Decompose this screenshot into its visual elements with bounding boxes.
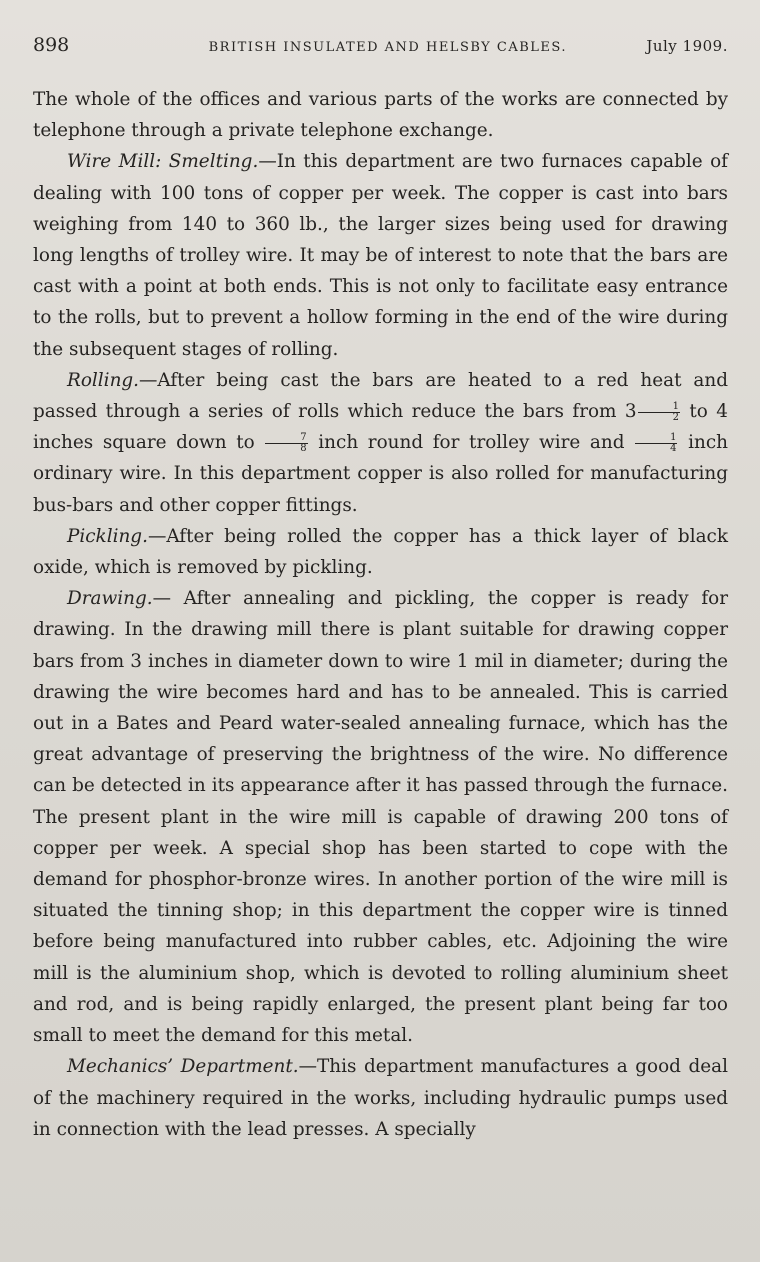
section-heading-pickling: Pickling.: [67, 525, 148, 547]
fraction-denominator: 4: [670, 443, 677, 455]
fraction-numerator: 1: [635, 433, 677, 444]
page-number: 898: [33, 34, 70, 56]
fraction-seven-eighths: [265, 433, 307, 454]
paragraph-wire-mill: [33, 146, 728, 364]
paragraph-pickling: [33, 521, 728, 583]
section-heading-mechanics: Mechanics’ Department.: [67, 1056, 299, 1078]
fraction-one-half: [638, 402, 680, 423]
section-heading-drawing: Drawing.: [67, 588, 153, 610]
journal-title: BRITISH INSULATED AND HELSBY CABLES.: [208, 40, 567, 55]
mixed-number-whole: 3: [624, 401, 637, 423]
fraction-one-quarter: [635, 433, 677, 454]
section-heading-wire-mill: Wire Mill: Smelting.: [67, 151, 259, 173]
paragraph-text: —After being cast the bars are heated to a red heat and passed through a series of rolls which reduce the bars from: [33, 369, 728, 423]
paragraph-text: The whole of the offices and various parts of the works are connected by telephone through a private telephone exchange.: [33, 89, 728, 142]
paragraph-drawing: [33, 583, 728, 1051]
paragraph-rolling: [33, 365, 728, 521]
paragraph-text: — After annealing and pickling, the copper is ready for drawing. In the drawing mill there is plant suitable for drawing copper bars from 3 inches in diameter down to wire 1 mil in diameter; during the drawing the wire becomes hard and has to be annealed. This is carried out in a Bates and Peard water-sealed annealing furnace, which has the great advantage of preserving the brightness of the wire. No difference can be detected in its appearance after it has passed through the furnace. The present plant in the wire mill is capable of drawing 200 tons of copper per week. A special shop has been started to cope with the demand for phosphor-bronze wires. In another portion of the wire mill is situated the tinning shop; in this department the copper wire is tinned before being manufactured into rubber cables, etc. Adjoining the wire mill is the aluminium shop, which is devoted to rolling aluminium sheet and rod, and is being rapidly enlarged, the present plant being far too small to meet the demand for this metal.: [33, 588, 728, 1047]
fraction-denominator: 2: [672, 412, 679, 424]
paragraph-text: —In this department are two furnaces capable of dealing with 100 tons of copper per week. The copper is cast into bars weighing from 140 to 360 lb., the larger sizes being used for drawing long lengths of trolley wire. It may be of interest to note that the bars are cast with a point at both ends. This is not only to facilitate easy entrance to the rolls, but to prevent a hollow forming in the end of the wire during the subsequent stages of rolling.: [33, 151, 728, 360]
paragraph-intro: [33, 84, 728, 146]
paragraph-mechanics: [33, 1051, 728, 1145]
fraction-numerator: 1: [638, 402, 680, 413]
mixed-number: [625, 401, 681, 422]
section-heading-rolling: Rolling.: [67, 369, 140, 391]
paragraph-text: to 4 inches square down to: [33, 401, 728, 454]
article-body: [33, 84, 728, 1145]
paragraph-text: inch ordinary wire. In this department copper is also rolled for manufacturing bus-bars and other copper fittings.: [33, 432, 728, 516]
fraction-numerator: 7: [265, 433, 307, 444]
running-head: [33, 34, 728, 74]
paragraph-text: inch round for trolley wire and: [308, 432, 635, 454]
issue-date: July 1909.: [646, 37, 728, 55]
paragraph-text: —After being rolled the copper has a thick layer of black oxide, which is removed by pickling.: [33, 525, 728, 579]
paragraph-text: —This department manufactures a good deal of the machinery required in the works, including hydraulic pumps used in connection with the lead presses. A specially: [33, 1056, 728, 1140]
fraction-denominator: 8: [300, 443, 307, 455]
